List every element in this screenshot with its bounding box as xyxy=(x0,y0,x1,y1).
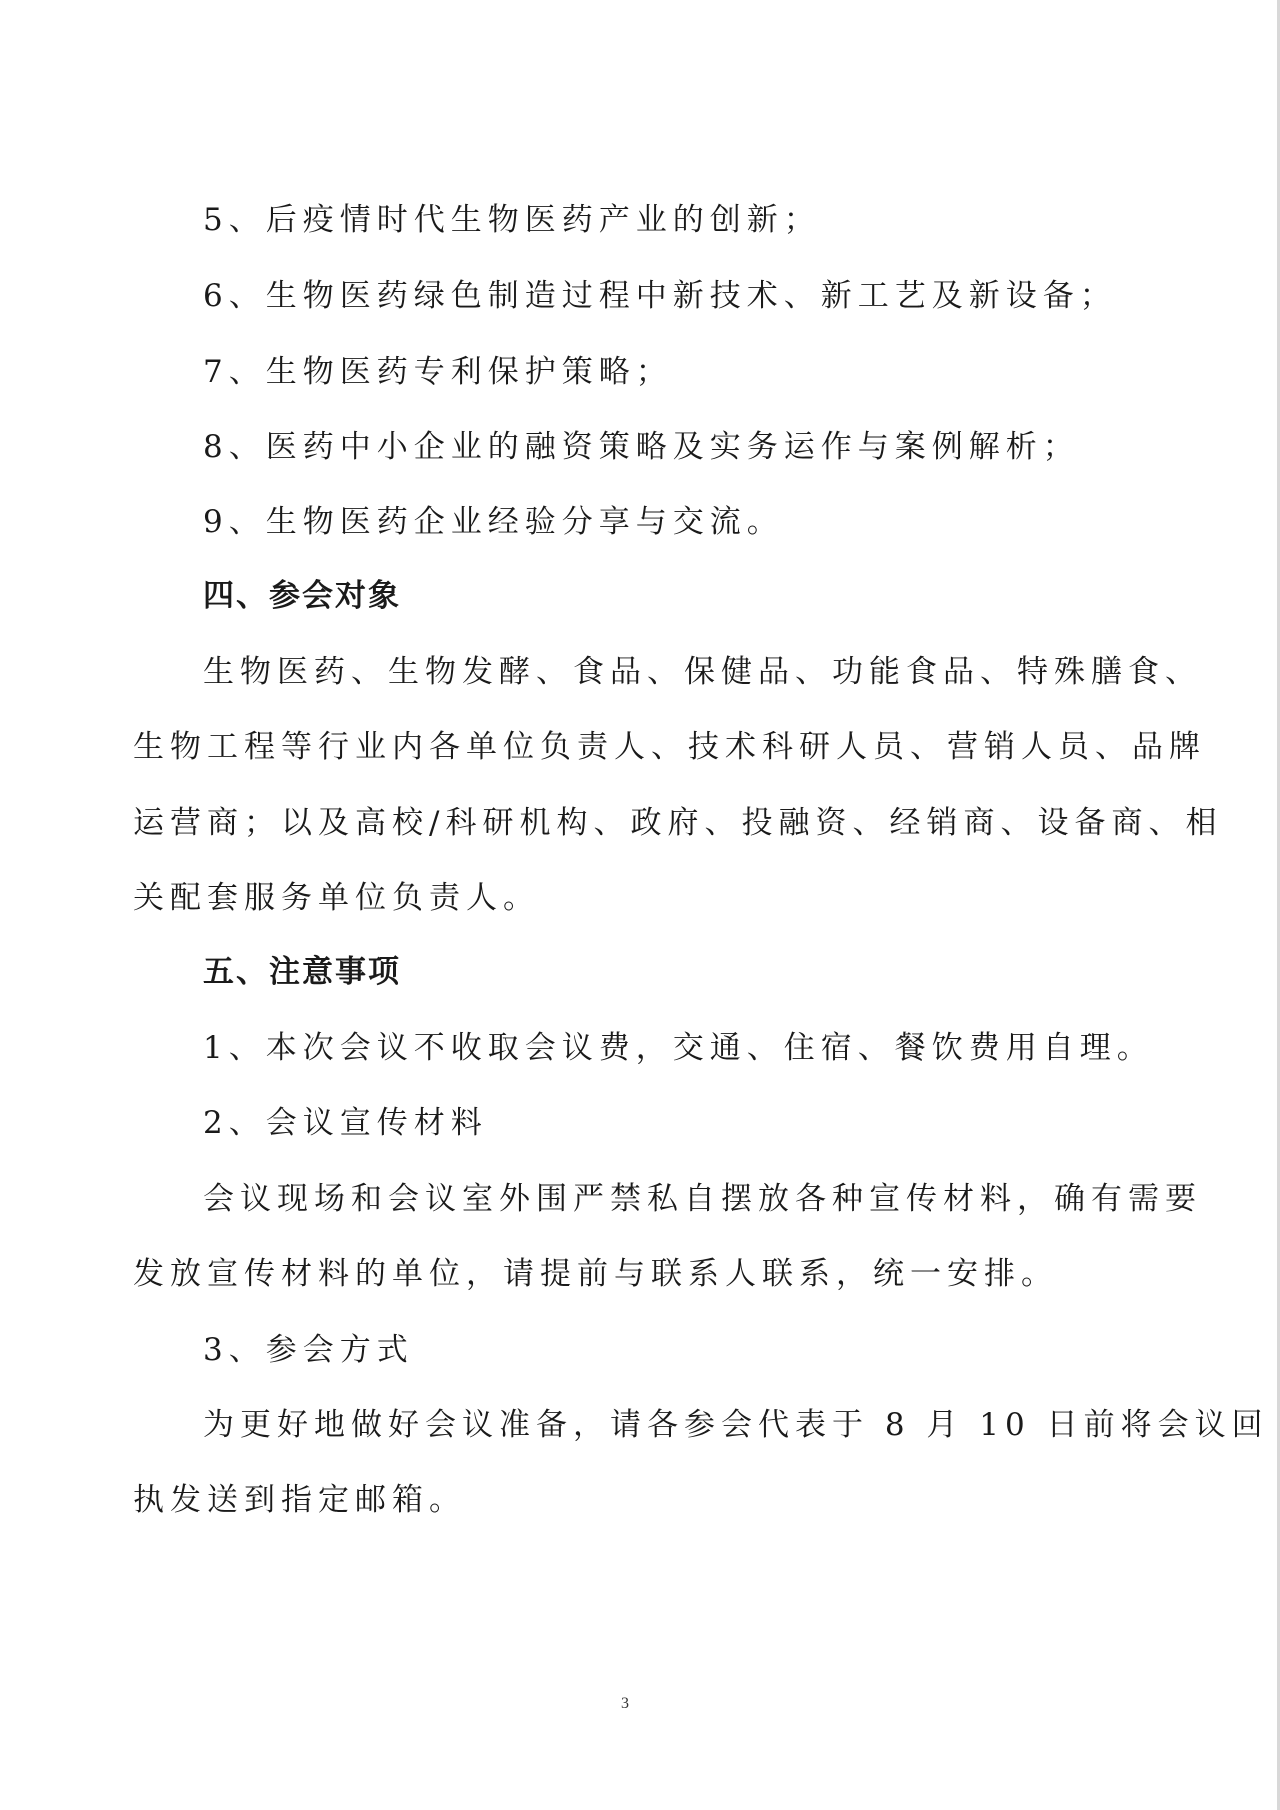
list-item: 8、医药中小企业的融资策略及实务运作与案例解析； xyxy=(203,429,1080,465)
note-item-title: 3、参会方式 xyxy=(203,1332,414,1368)
list-item: 5、后疫情时代生物医药产业的创新； xyxy=(203,202,821,238)
note-item-title: 2、会议宣传材料 xyxy=(203,1105,488,1141)
section-heading-notes: 五、注意事项 xyxy=(203,954,401,990)
paragraph-line: 生物医药、生物发酵、食品、保健品、功能食品、特殊膳食、 xyxy=(203,654,1202,690)
paragraph-line: 关配套服务单位负责人。 xyxy=(133,880,540,916)
page-number: 3 xyxy=(621,1695,629,1712)
list-item: 9、生物医药企业经验分享与交流。 xyxy=(203,504,784,540)
paragraph-line: 会议现场和会议室外围严禁私自摆放各种宣传材料，确有需要 xyxy=(203,1181,1202,1217)
paragraph-line: 生物工程等行业内各单位负责人、技术科研人员、营销人员、品牌 xyxy=(133,729,1206,765)
paragraph-line: 发放宣传材料的单位，请提前与联系人联系，统一安排。 xyxy=(133,1256,1058,1292)
list-item: 7、生物医药专利保护策略； xyxy=(203,354,673,390)
paragraph-line: 执发送到指定邮箱。 xyxy=(133,1482,466,1518)
section-heading-participants: 四、参会对象 xyxy=(203,578,401,614)
paragraph-line: 运营商；以及高校/科研机构、政府、投融资、经销商、设备商、相 xyxy=(133,805,1223,841)
list-item: 6、生物医药绿色制造过程中新技术、新工艺及新设备； xyxy=(203,278,1117,314)
paragraph-line: 为更好地做好会议准备，请各参会代表于 8 月 10 日前将会议回 xyxy=(203,1407,1269,1443)
note-item: 1、本次会议不收取会议费，交通、住宿、餐饮费用自理。 xyxy=(203,1030,1154,1066)
